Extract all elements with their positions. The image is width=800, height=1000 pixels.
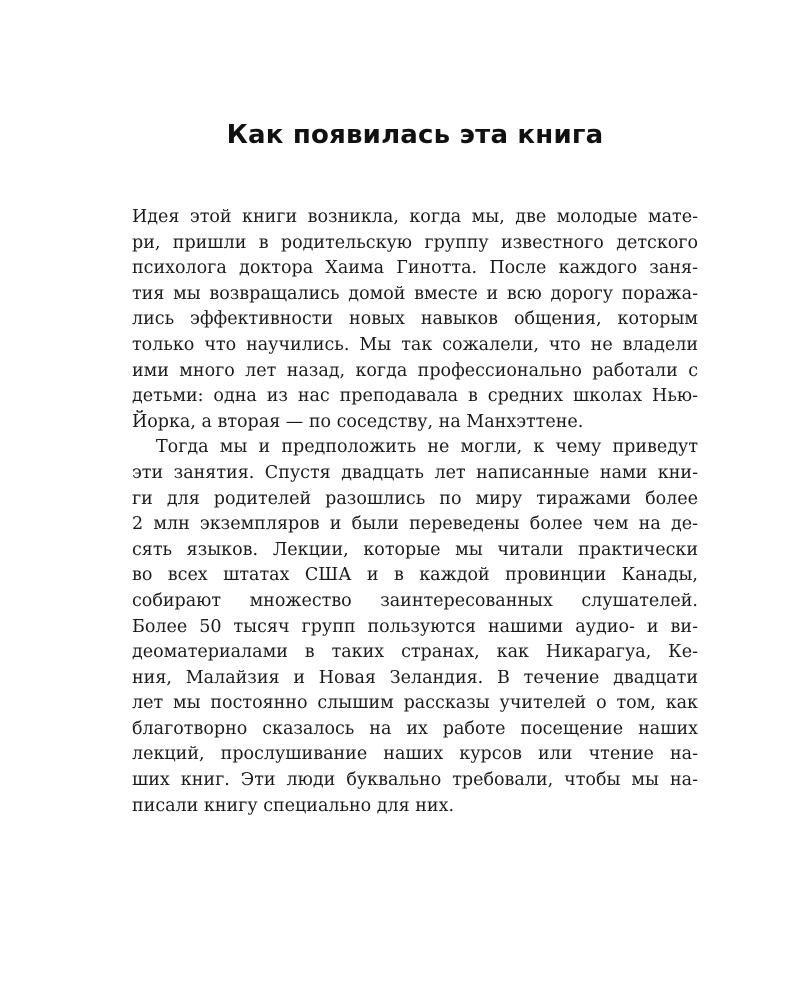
text-line: детьми: одна из нас преподавала в средних школах Нью- — [132, 386, 698, 407]
paragraph-2 — [132, 435, 698, 819]
text-line: лет мы постоянно слышим рассказы учителей о том, как — [132, 693, 698, 714]
text-line: лекций, прослушивание наших курсов или чтение на- — [132, 744, 698, 765]
text-line: ри, пришли в родительскую группу известного детского — [132, 232, 698, 253]
text-line: психолога доктора Хаима Гинотта. После каждого заня- — [132, 258, 698, 279]
text-line: Йорка, а вторая — по соседству, на Манхэттене. — [132, 411, 584, 432]
text-line: благотворно сказалось на их работе посещение наших — [132, 718, 698, 739]
text-line: лись эффективности новых навыков общения, которым — [132, 309, 698, 330]
text-line: ших книг. Эти люди буквально требовали, чтобы мы на- — [132, 770, 698, 791]
text-line: эти занятия. Спустя двадцать лет написанные нами кни- — [132, 462, 698, 483]
body-text — [132, 205, 698, 819]
paragraph-1 — [132, 205, 698, 435]
text-line: Идея этой книги возникла, когда мы, две молодые мате- — [132, 207, 698, 227]
text-line: ния, Малайзия и Новая Зеландия. В течение двадцати — [132, 667, 698, 688]
text-line: сять языков. Лекции, которые мы читали практически — [132, 539, 698, 560]
text-line: Более 50 тысяч групп пользуются нашими аудио- и ви- — [132, 616, 698, 637]
text-line: деоматериалами в таких странах, как Никарагуа, Ке- — [132, 642, 698, 663]
text-line: ими много лет назад, когда профессионально работали с — [132, 360, 698, 381]
chapter-title: Как появилась эта книга — [226, 120, 604, 150]
text-line: ги для родителей разошлись по миру тиражами более — [132, 488, 698, 509]
text-line: во всех штатах США и в каждой провинции Канады, — [132, 565, 698, 586]
text-line: 2 млн экземпляров и были переведены более чем на де- — [132, 514, 698, 535]
text-line: Тогда мы и предположить не могли, к чему приведут — [156, 437, 698, 458]
text-line: тия мы возвращались домой вместе и всю дорогу поража- — [132, 283, 698, 304]
text-line: писали книгу специально для них. — [132, 795, 455, 816]
text-line: собирают множество заинтересованных слушателей. — [132, 590, 698, 611]
text-line: только что научились. Мы так сожалели, что не владели — [132, 334, 698, 355]
